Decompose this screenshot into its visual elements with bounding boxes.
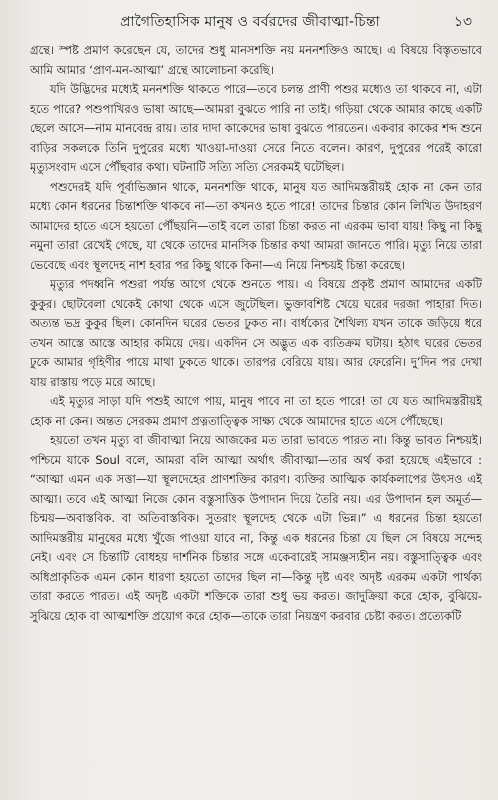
paragraph-3: পশুদেরই যদি পূর্বাভিজ্ঞান থাকে, মননশক্তি থাকে, মানুষ যত আদিমস্তরীয়ই হোক না কেন তার মধ্যে কোন ধরনের চিন্তাশক্তি থাকবে না—তা কখনও হতে পারে! তাদের চিন্তার কোন লিখিত উদাহরণ আমাদের হাতে এসে হয়তো পৌঁছয়নি—তাই বলে তারা চিন্তা করত না এরকম ভাবা যায়! কিছু না কিছু নমুনা তারা রেখেই গেছে, যা থেকে তাদের মানসিক চিন্তার কথা আমরা জানতে পারি। মৃত্যু নিয়ে তারা ভেবেছে এবং স্থূলদেহ নাশ হবার পর কিছু থাকে কিনা—এ নিয়ে নিশ্চয়ই চিন্তা করেছে। xyxy=(30,179,482,272)
paragraph-4: মৃত্যুর পদধ্বনি পশুরা পর্যন্ত আগে থেকে শুনতে পায়। এ বিষয়ে প্রকৃষ্ট প্রমাণ আমাদের একটি কুকুর। ছোটবেলা থেকেই কোথা থেকে এসে জুটেছিল। ভুক্তাবশিষ্ট খেয়ে ঘরের দরজা পাহারা দিত। অত্যন্ত ভদ্র কুকুর ছিল। কোনদিন ঘরের ভেতর ঢুকত না। বার্ধক্যের শৈথিল্য যখন তাকে জড়িয়ে ধরে তখন আস্তে আস্তে আহার কমিয়ে দেয়। একদিন সে অদ্ভুত এক ব্যতিক্রম ঘটায়। হঠাৎ ঘরের ভেতর ঢুকে আমার গৃহিণীর পায়ে মাথা ঢুকতে থাকে। তারপর বেরিয়ে যায়। আর ফেরেনি। দু’দিন পর দেখা যায় রাস্তায় পড়ে মরে আছে। xyxy=(30,277,482,389)
body-text xyxy=(30,41,482,791)
paragraph-1: গ্রন্থে। স্পষ্ট প্রমাণ করেছেন যে, তাদের শুধু মানসশক্তি নয় মননশক্তিও আছে। এ বিষয়ে বিস্তৃতভাবে আমি আমার ‘প্রাণ-মন-আত্মা’ গ্রন্থে আলোচনা করেছি। xyxy=(30,43,482,77)
header-title: প্রাগৈতিহাসিক মানুষ ও বর্বরদের জীবাত্মা-চিন্তা xyxy=(120,14,380,30)
paragraph-2: যদি উদ্ভিদের মধ্যেই মননশক্তি থাকতে পারে—তবে চলন্ত প্রাণী পশুর মধ্যেও তা থাকবে না, এটা হতে পারে? পশুপাখিরও ভাষা আছে—আমরা বুঝতে পারি না তাই। গড়িয়া থেকে আমার কাছে একটি ছেলে আসে—নাম মানবেন্দ্র রায়। তার দাদা কাকেদের ভাষা বুঝতে পারতেন। একবার কাকের শব্দ শুনে বাড়ির সকলকে তিনি দুপুরের মধ্যে খাওয়া-দাওয়া সেরে নিতে বলেন। কারণ, দুপুরের পরেই কারো মৃত্যুসংবাদ এসে পৌঁছবার কথা। ঘটনাটি সত্যি সত্যি সেরকমই ঘটেছিল। xyxy=(30,82,482,174)
paragraph-6: হয়তো তখন মৃত্যু বা জীবাত্মা নিয়ে আজকের মত তারা ভাবতে পারত না। কিন্তু ভাবত নিশ্চয়ই। পশ্চিমে যাকে Soul বলে, আমরা বলি আত্মা অর্থাৎ জীবাত্মা—তার অর্থ করা হয়েছে এইভাবে : “আত্মা এমন এক সত্তা—যা স্থূলদেহের প্রাণশক্তির কারণ। ব্যক্তির আত্মিক কার্যকলাপের উৎসও এই আত্মা। তবে এই আত্মা নিজে কোন বস্তুসাত্তিক উপাদান দিয়ে তৈরি নয়। এর উপাদান হল অমূর্ত—চিন্ময়—অবাস্তবিক. বা অতিবাস্তবিক। সুতরাং স্থূলদেহ থেকে এটা ভিন্ন।” এ ধরনের চিন্তা হয়তো আদিমস্তরীয় মানুষের মধ্যে খুঁজে পাওয়া যাবে না, কিন্তু এক ধরনের চিন্তা যে ছিল সে বিষয়ে সন্দেহ নেই। এবং সে চিন্তাটি বোধহয় দার্শনিক চিন্তার সঙ্গে একেবারেই সামঞ্জস্যহীন নয়। বস্তুসাত্ত্বিক এবং অধিপ্রাকৃতিক এমন কোন ধারণা হয়তো তাদের ছিল না—কিন্তু দৃষ্ট এবং অদৃষ্ট এরকম একটা পার্থক্য তারা করতে পারত। এই অদৃষ্ট একটা শক্তিকে তারা শুধু ভয় করত। জাদুক্রিয়া করে হোক, বুঝিয়ে-সুঝিয়ে হোক বা আত্মশক্তি প্রয়োগ করে হোক—তাকে তারা নিয়ন্ত্রণ করবার চেষ্টা করত। প্রত্যেকটি xyxy=(30,433,482,623)
running-head xyxy=(0,10,498,36)
paragraph-5: এই মৃত্যুর সাড়া যদি পশুই আগে পায়, মানুষ পাবে না তা হতে পারে! তা যে যত আদিমস্তরীয়ই হোক না কেন। অন্তত সেরকম প্রমাণ প্রত্নতাত্ত্বিক সাক্ষ্য থেকে আমাদের হাতে এসে পৌঁছেছে। xyxy=(30,394,482,428)
page-number: ১৩ xyxy=(453,14,472,30)
